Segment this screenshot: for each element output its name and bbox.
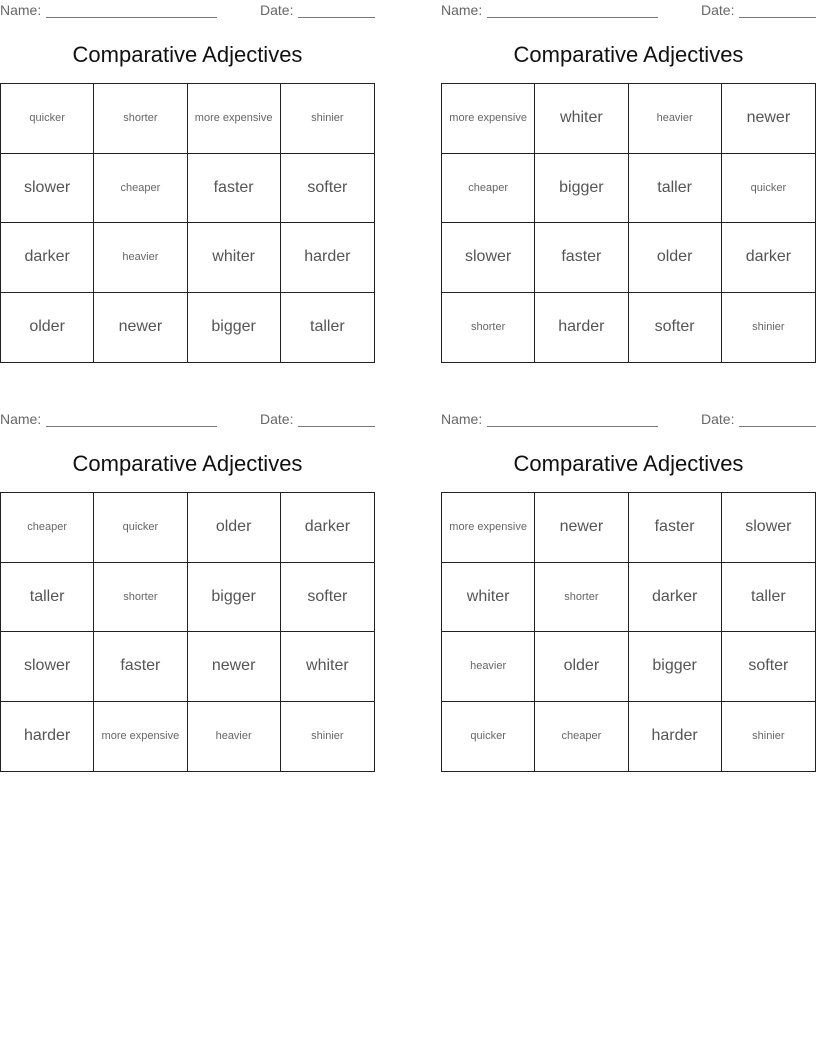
bingo-card-2 xyxy=(441,0,816,365)
grid-cell: shinier xyxy=(311,730,344,743)
grid-cell: newer xyxy=(188,632,281,702)
grid-cell: harder xyxy=(535,293,628,363)
grid-cell: more expensive xyxy=(442,84,535,154)
word-grid xyxy=(441,83,816,363)
grid-cell: faster xyxy=(94,632,187,702)
grid-cell: cheaper xyxy=(94,154,187,224)
grid-cell: more expensive xyxy=(188,84,281,154)
grid-cell: bigger xyxy=(629,632,722,702)
grid-cell: newer xyxy=(722,84,815,154)
card-title: Comparative Adjectives xyxy=(513,451,744,476)
grid-cell: taller xyxy=(629,154,722,224)
bingo-card-4 xyxy=(441,409,816,774)
grid-cell: newer xyxy=(535,493,628,563)
grid-cell: faster xyxy=(188,154,281,224)
grid-cell: softer xyxy=(629,293,722,363)
date-label: Date: xyxy=(701,411,735,427)
grid-cell: shorter xyxy=(94,84,187,154)
grid-cell: harder xyxy=(281,223,374,293)
grid-cell: heavier xyxy=(94,223,187,293)
grid-cell: shinier xyxy=(752,321,785,334)
grid-cell: cheaper xyxy=(442,154,535,224)
grid-cell: shorter xyxy=(442,293,535,363)
grid-cell: older xyxy=(629,223,722,293)
date-label: Date: xyxy=(260,2,294,18)
grid-cell: quicker xyxy=(1,84,94,154)
card-header xyxy=(441,411,816,429)
grid-cell: slower xyxy=(722,493,815,563)
grid-cell: softer xyxy=(722,632,815,702)
grid-cell: darker xyxy=(281,493,374,563)
grid-cell: heavier xyxy=(629,84,722,154)
card-title: Comparative Adjectives xyxy=(72,451,303,476)
date-blank-line xyxy=(739,17,816,18)
grid-cell: whiter xyxy=(281,632,374,702)
word-grid xyxy=(0,492,375,772)
name-blank-line xyxy=(46,17,217,18)
grid-cell: darker xyxy=(1,223,94,293)
name-blank-line xyxy=(487,17,658,18)
grid-cell: slower xyxy=(442,223,535,293)
word-grid xyxy=(0,83,375,363)
grid-cell: harder xyxy=(1,702,94,772)
card-header xyxy=(0,2,375,20)
name-label: Name: xyxy=(0,411,42,427)
date-label: Date: xyxy=(701,2,735,18)
bingo-card-3 xyxy=(0,409,375,774)
date-label: Date: xyxy=(260,411,294,427)
word-grid xyxy=(441,492,816,772)
card-header xyxy=(0,411,375,429)
grid-cell: whiter xyxy=(188,223,281,293)
grid-cell: heavier xyxy=(188,702,281,772)
name-label: Name: xyxy=(0,2,42,18)
grid-cell: darker xyxy=(629,563,722,633)
grid-cell: quicker xyxy=(442,702,535,772)
card-title: Comparative Adjectives xyxy=(513,42,744,67)
name-label: Name: xyxy=(441,411,483,427)
name-blank-line xyxy=(487,426,658,427)
name-blank-line xyxy=(46,426,217,427)
grid-cell: more expensive xyxy=(94,702,187,772)
grid-cell: taller xyxy=(310,318,345,336)
date-blank-line xyxy=(298,426,375,427)
grid-cell: taller xyxy=(722,563,815,633)
grid-cell: quicker xyxy=(94,493,187,563)
grid-cell: whiter xyxy=(535,84,628,154)
grid-cell: softer xyxy=(281,563,374,633)
name-label: Name: xyxy=(441,2,483,18)
grid-cell: cheaper xyxy=(535,702,628,772)
grid-cell: shorter xyxy=(94,563,187,633)
grid-cell: more expensive xyxy=(442,493,535,563)
grid-cell: shinier xyxy=(281,84,374,154)
grid-cell: bigger xyxy=(188,563,281,633)
grid-cell: slower xyxy=(1,154,94,224)
card-title: Comparative Adjectives xyxy=(72,42,303,67)
grid-cell: bigger xyxy=(535,154,628,224)
grid-cell: newer xyxy=(94,293,187,363)
grid-cell: whiter xyxy=(442,563,535,633)
grid-cell: older xyxy=(1,293,94,363)
bingo-card-1 xyxy=(0,0,375,365)
grid-cell: slower xyxy=(1,632,94,702)
grid-cell: softer xyxy=(281,154,374,224)
grid-cell: bigger xyxy=(188,293,281,363)
grid-cell: older xyxy=(535,632,628,702)
grid-cell: quicker xyxy=(722,154,815,224)
grid-cell: shinier xyxy=(752,730,785,743)
grid-cell: heavier xyxy=(442,632,535,702)
grid-cell: older xyxy=(188,493,281,563)
grid-cell: faster xyxy=(629,493,722,563)
card-header xyxy=(441,2,816,20)
date-blank-line xyxy=(298,17,375,18)
grid-cell: darker xyxy=(722,223,815,293)
grid-cell: harder xyxy=(629,702,722,772)
grid-cell: cheaper xyxy=(1,493,94,563)
date-blank-line xyxy=(739,426,816,427)
grid-cell: taller xyxy=(1,563,94,633)
grid-cell: shorter xyxy=(535,563,628,633)
grid-cell: faster xyxy=(535,223,628,293)
